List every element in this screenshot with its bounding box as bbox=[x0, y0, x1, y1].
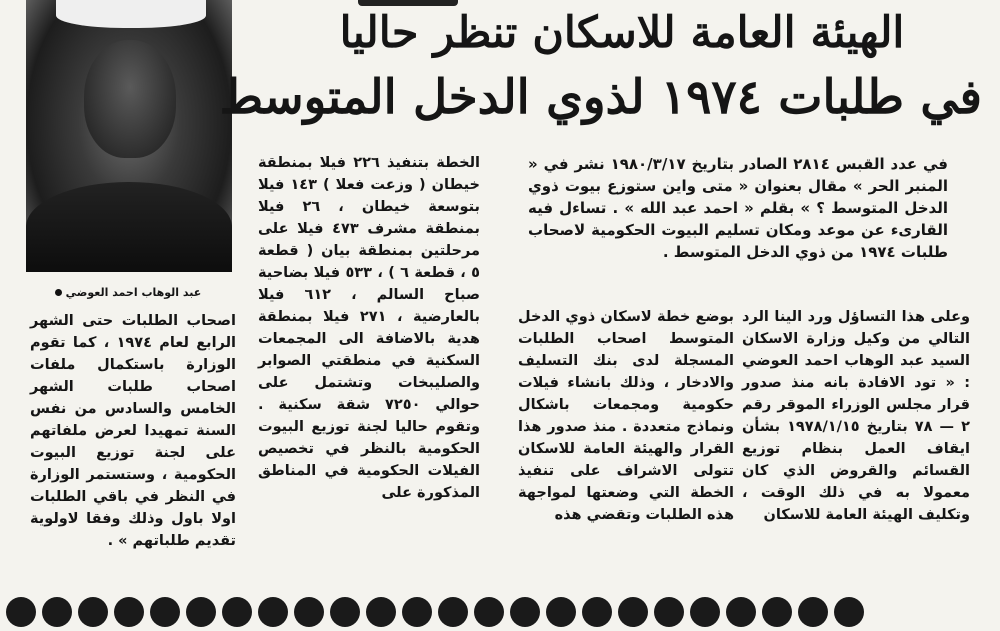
top-border-mark bbox=[358, 0, 458, 6]
article-column-1: وعلى هذا التساؤل ورد الينا الرد التالي من وكيل وزارة الاسكان السيد عبد الوهاب احمد العوضي : « تود الافادة بانه منذ صدور قرار مجلس الوزراء الموقر رقم ٢ — ٧٨ بتاريخ ١٩٧٨/١/١٥ بشأن ايقاف العمل بنظام توزيع القسائم والقروض الذي كان معمولا به في ذلك الوقت ، وتكليف الهيئة العامة للاسكان bbox=[742, 309, 970, 523]
headline-line-1: الهيئة العامة للاسكان تنظر حاليا bbox=[339, 8, 905, 58]
decorative-dot bbox=[366, 597, 396, 627]
portrait-photo bbox=[26, 0, 232, 272]
decorative-dot bbox=[258, 597, 288, 627]
decorative-dot bbox=[546, 597, 576, 627]
article-column-4: اصحاب الطلبات حتى الشهر الرابع لعام ١٩٧٤ ، كما تقوم الوزارة باستكمال ملفات اصحاب طلبات الشهر الخامس والسادس من نفس السنة تمهيدا لعرض ملفاتهم على لجنة توزيع البيوت الحكومية ، وستستمر الوزارة في النظر في باقي الطلبات اولا باول وذلك وفقا لاولوية تقديم طلباتهم » . bbox=[30, 313, 236, 549]
intro-paragraph: في عدد القبس ٢٨١٤ الصادر بتاريخ ١٩٨٠/٣/١٧ نشر في « المنبر الحر » مقال بعنوان « متى واين ستوزع بيوت ذوي الدخل المتوسط ؟ » بقلم « احمد عبد الله » . تساءل فيه القارىء عن موعد ومكان تسليم البيوت الحكومية لاصحاب طلبات ١٩٧٤ من ذوي الدخل المتوسط . bbox=[528, 155, 948, 261]
decorative-dot bbox=[186, 597, 216, 627]
decorative-dot bbox=[114, 597, 144, 627]
decorative-dot bbox=[618, 597, 648, 627]
decorative-dot bbox=[42, 597, 72, 627]
decorative-dot bbox=[726, 597, 756, 627]
decorative-dot bbox=[294, 597, 324, 627]
decorative-dot-border bbox=[0, 592, 1000, 631]
decorative-dot bbox=[222, 597, 252, 627]
decorative-dot bbox=[150, 597, 180, 627]
decorative-dot bbox=[654, 597, 684, 627]
caption-text: عبد الوهاب احمد العوضي bbox=[65, 286, 202, 299]
decorative-dot bbox=[834, 597, 864, 627]
decorative-dot bbox=[330, 597, 360, 627]
decorative-dot bbox=[6, 597, 36, 627]
headdress bbox=[56, 0, 206, 28]
shoulders bbox=[26, 182, 232, 272]
article-column-3: الخطة بتنفيذ ٢٢٦ فيلا بمنطقة خيطان ( وزعت فعلا ) ١٤٣ فيلا بتوسعة خيطان ، ٢٦ فيلا بمنطقة مشرف ٤٧٣ فيلا على مرحلتين بمنطقة بيان ( قطعة ٥ ، قطعة ٦ ) ، ٥٣٣ فيلا بضاحية صباح السالم ، ٦١٢ فيلا بالعارضية ، ٢٧١ فيلا بمنطقة هدية بالاضافة الى المجمعات السكنية في منطقتي الصوابر والصليبخات وتشتمل على حوالي ٧٢٥٠ شقة سكنية . وتقوم حاليا لجنة توزيع البيوت الحكومية بالنظر في تخصيص الفيلات الحكومية في المناطق المذكورة على bbox=[258, 155, 481, 501]
headline-line-2: في طلبات ١٩٧٤ لذوي الدخل المتوسط bbox=[219, 70, 982, 125]
decorative-dot bbox=[474, 597, 504, 627]
decorative-dot bbox=[762, 597, 792, 627]
decorative-dot bbox=[78, 597, 108, 627]
decorative-dot bbox=[438, 597, 468, 627]
decorative-dot bbox=[690, 597, 720, 627]
decorative-dot bbox=[798, 597, 828, 627]
bullet-icon bbox=[55, 289, 62, 296]
decorative-dot bbox=[402, 597, 432, 627]
decorative-dot bbox=[510, 597, 540, 627]
article-column-2: بوضع خطة لاسكان ذوي الدخل المتوسط اصحاب الطلبات المسجلة لدى بنك التسليف والادخار ، وذلك بانشاء فيلات حكومية ومجمعات باشكال ونماذج متعددة . منذ صدور هذا القرار والهيئة العامة للاسكان تتولى الاشراف على تنفيذ الخطة التي وضعتها لمواجهة هذه الطلبات وتقضي هذه bbox=[518, 309, 734, 523]
decorative-dot bbox=[582, 597, 612, 627]
face bbox=[84, 40, 176, 158]
photo-caption bbox=[26, 286, 226, 299]
